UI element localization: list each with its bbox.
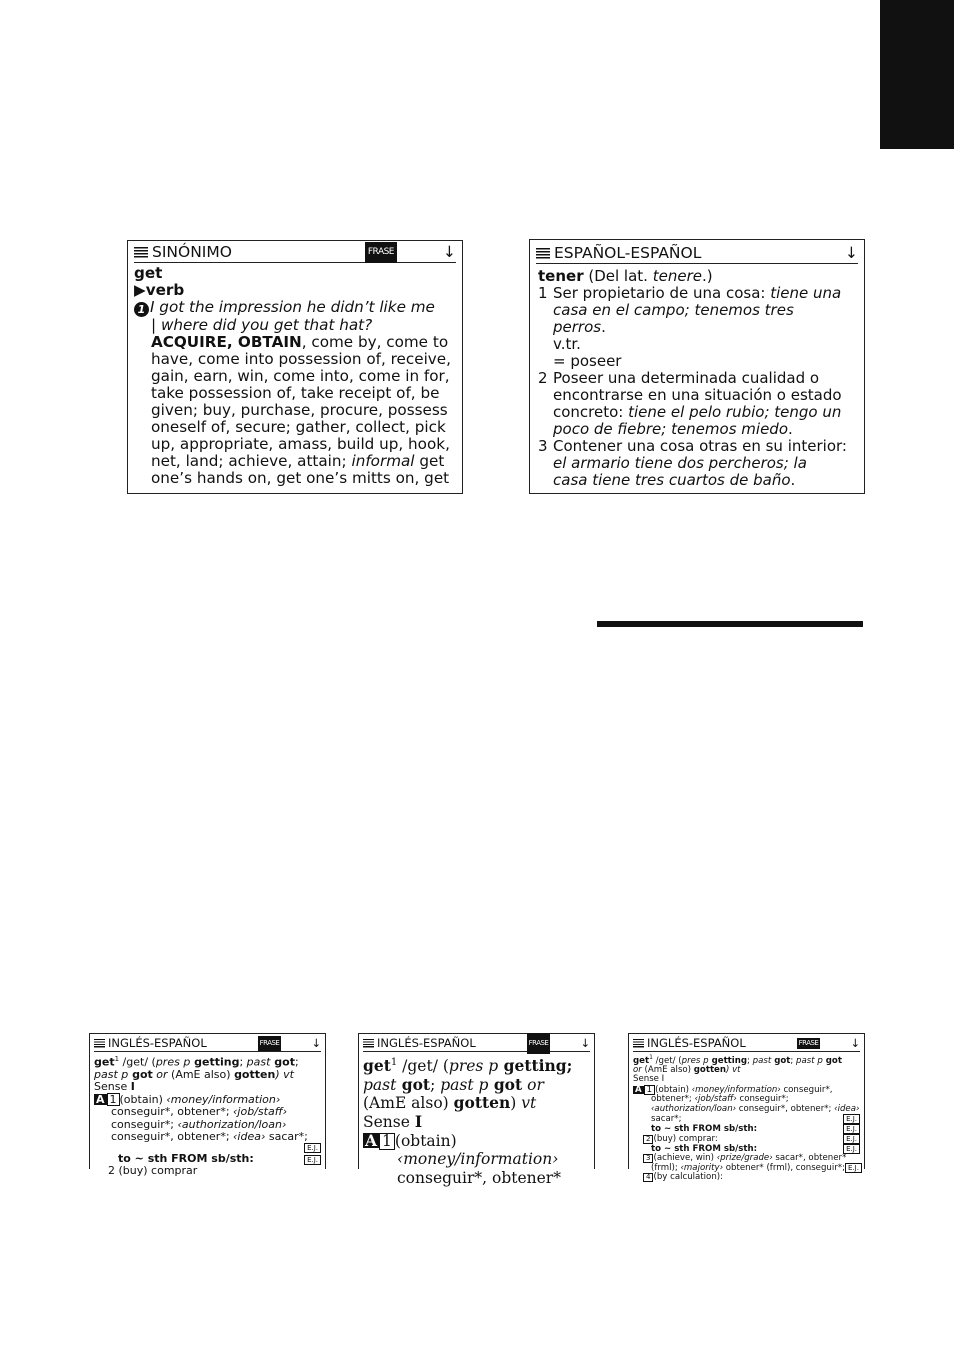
entry-body (128, 263, 462, 487)
definition-line: concreto: tiene el pelo rubio; tengo un (553, 403, 842, 421)
entry-body (530, 264, 864, 489)
screen-espanol (529, 239, 865, 494)
headword-line: past p got or (AmE also) gotten) vt (94, 1067, 294, 1081)
frase-badge: FRASE (527, 1033, 551, 1054)
definition-line: casa tiene tres cuartos de baño. (553, 471, 796, 489)
screen-title: INGLÉS-ESPAÑOL (647, 1035, 746, 1050)
scroll-down-icon: ↓ (311, 1036, 321, 1051)
sense-number: 2 (538, 369, 548, 387)
ej-button[interactable]: E.J. (304, 1155, 321, 1165)
section-divider (597, 621, 863, 627)
synonym-line: gain, earn, win, come into, come in for, (151, 367, 450, 385)
ej-button[interactable]: E.J. (304, 1143, 321, 1153)
definition-line: (frml); ‹majority› obtener* (frml), conseguir*; E.J. (633, 1163, 860, 1173)
synonym-line: one’s hands on, get one’s mitts on, get (151, 469, 450, 487)
section-tab-marker (880, 0, 954, 149)
menu-icon (536, 248, 550, 260)
frase-badge: FRASE (365, 242, 397, 263)
screen-header (94, 1036, 321, 1052)
ej-button[interactable]: E.J. (843, 1134, 860, 1144)
headword-line: get$^1$ /get/ (pres p getting; (363, 1056, 573, 1076)
definition-line: ‹authorization/loan› conseguir*, obtener*; ‹idea› (651, 1103, 860, 1114)
definition-line: casa en el campo; tenemos tres (553, 301, 794, 319)
definition-line: conseguir*, obtener*; ‹idea› sacar*; (111, 1129, 308, 1143)
definition-line: conseguir*, obtener* (397, 1168, 561, 1187)
ej-button[interactable]: E.J. (843, 1144, 860, 1154)
definition-line: 2 (buy) comprar (108, 1164, 198, 1178)
scroll-down-icon: ↓ (850, 1035, 860, 1050)
definition-line: conseguir*, obtener*; ‹job/staff› (111, 1105, 288, 1119)
headword-line: get$^1$ /get/ (pres p getting; past got; (94, 1055, 299, 1069)
definition-line: 2 Poseer una determinada cualidad o (538, 369, 820, 387)
screen-title: INGLÉS-ESPAÑOL (108, 1036, 207, 1051)
synonym-line: up, appropriate, amass, build up, hook, (151, 435, 450, 453)
definition-line: ‹money/information› (397, 1150, 559, 1169)
synonym-line: = poseer (553, 352, 622, 370)
menu-icon (94, 1039, 105, 1048)
screen-ingles-normal (89, 1033, 326, 1178)
synonym-line: ACQUIRE, OBTAIN, come by, come to (151, 333, 449, 351)
phrase-row: to ~ sth FROM sb/sth: E.J. (633, 1144, 860, 1154)
synonym-line: take possession of, take receipt of, be (151, 384, 440, 402)
entry-body (90, 1052, 325, 1177)
menu-icon (363, 1039, 374, 1048)
scroll-down-icon: ↓ (845, 244, 858, 262)
ej-button[interactable]: E.J. (843, 1114, 860, 1124)
definition-line: A 1 (obtain) ‹money/information› conseguir*, (635, 1084, 833, 1095)
menu-icon (633, 1039, 644, 1048)
definition-line: 3 (achieve, win) ‹prize/grade› sacar*, obtener* (633, 1154, 860, 1163)
screen-header (134, 243, 456, 263)
phrase-row: to ~ sth FROM sb/sth: E.J. (94, 1153, 321, 1165)
sense-number: 3 (538, 437, 548, 455)
definition-line: A 1 (obtain) ‹money/information› (96, 1093, 281, 1107)
definition-line: conseguir*; ‹authorization/loan› (111, 1117, 287, 1131)
headword-line: or (AmE also) gotten) vt (633, 1065, 741, 1076)
screen-ingles-large (358, 1033, 595, 1187)
sense-label: Sense I (363, 1111, 423, 1131)
definition-line: 2 (buy) comprar: E.J. (633, 1134, 860, 1144)
grammar-label: v.tr. (553, 335, 581, 353)
sense-label: Sense I (94, 1080, 135, 1094)
ej-button[interactable]: E.J. (843, 1124, 860, 1134)
definition-line: encontrarse en una situación o estado (553, 386, 842, 404)
definition-line: 1 Ser propietario de una cosa: tiene una (538, 284, 842, 302)
ej-button[interactable]: E.J. (845, 1163, 862, 1173)
screen-title: ESPAÑOL-ESPAÑOL (554, 244, 702, 262)
screen-sinonimo (127, 240, 463, 494)
sense-label: Sense I (633, 1074, 665, 1085)
example-line: 1 I got the impression he didn’t like me (134, 299, 456, 317)
definition-line: 3 Contener una cosa otras en su interior: (538, 437, 847, 455)
headword-line: tener (Del lat. tenere.) (538, 267, 713, 285)
synonym-line: oneself of, secure; gather, collect, pick (151, 418, 446, 436)
definition-line: perros. (553, 318, 606, 336)
scroll-down-icon: ↓ (443, 243, 456, 261)
frase-badge: FRASE (258, 1036, 282, 1050)
sense-number-icon: 1 (134, 302, 149, 317)
synonym-line: given; buy, purchase, procure, possess (151, 401, 448, 419)
screen-title: SINÓNIMO (152, 243, 232, 261)
definition-line: poco de fiebre; tenemos miedo. (553, 420, 793, 438)
definition-line: A 1 (obtain) (365, 1130, 457, 1150)
screen-ingles-small (628, 1033, 865, 1183)
sense-number: 1 (538, 284, 548, 302)
scroll-down-icon: ↓ (580, 1036, 590, 1051)
headword: get (134, 264, 163, 282)
definition-line: el armario tiene dos percheros; la (553, 454, 807, 472)
headword-line: get$^1$ /get/ (pres p getting; past got; past p got (633, 1054, 842, 1066)
headword: tener (538, 267, 584, 285)
definition-line: 4 (by calculation): (633, 1173, 860, 1182)
frase-badge: FRASE (797, 1038, 821, 1049)
headword-line: past got; past p got or (363, 1074, 544, 1094)
example-line: | where did you get that hat? (151, 316, 373, 334)
screen-header (363, 1036, 590, 1052)
screen-title: INGLÉS-ESPAÑOL (377, 1036, 476, 1051)
headword-line: (AmE also) gotten) vt (363, 1093, 537, 1113)
part-of-speech: ▶verb (134, 281, 185, 299)
entry-body (359, 1052, 594, 1187)
entry-body (629, 1052, 864, 1183)
definition-line: sacar*; E.J. (633, 1114, 860, 1124)
triangle-icon: ▶ (134, 281, 146, 299)
menu-icon (134, 247, 148, 259)
synonym-line: net, land; achieve, attain; informal get (151, 452, 445, 470)
screen-header (633, 1036, 860, 1052)
synonym-line: have, come into possession of, receive, (151, 350, 451, 368)
phrase-row: to ~ sth FROM sb/sth: E.J. (633, 1124, 860, 1134)
screen-header (536, 244, 858, 264)
definition-line: obtener*; ‹job/staff› conseguir*; (651, 1094, 789, 1105)
